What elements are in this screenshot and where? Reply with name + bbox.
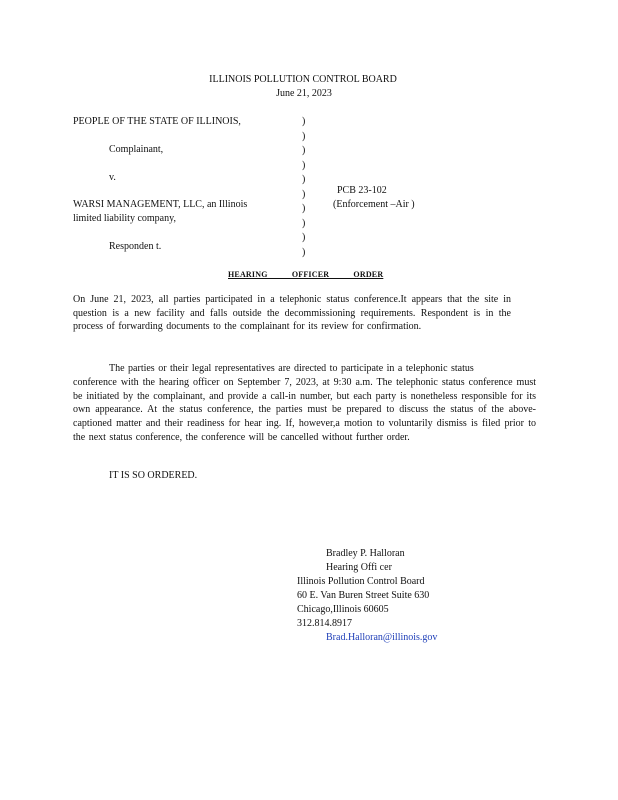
paren: ) (302, 203, 306, 214)
case-type: (Enforcement –Air ) (333, 199, 415, 210)
signer-phone: 312.814.8917 (297, 618, 352, 629)
plaintiff-name: PEOPLE OF THE STATE OF ILLINOIS, (73, 116, 241, 127)
paren: ) (302, 116, 306, 127)
paren: ) (302, 130, 306, 142)
order-title: HEARING OFFICER ORDER (228, 270, 384, 279)
signer-organization: Illinois Pollution Control Board (297, 576, 425, 587)
paragraph-status-conference: On June 21, 2023, all parties participated in a telephonic status conference.It appears that the site in question is a new facility and falls outside the decommissioning requirements. Respondent is in the process of forwarding documents to the complainant for its review for confirmation. (73, 294, 511, 333)
respondent-description: limited liability company, (73, 213, 176, 224)
caption-parentheses (302, 115, 305, 260)
order-date: June 21, 2023 (276, 88, 332, 99)
respondent-name: WARSI MANAGEMENT, LLC, an Illinois (73, 199, 248, 210)
paren: ) (302, 145, 306, 156)
signer-city: Chicago,Illinois 60605 (297, 604, 389, 615)
paren: ) (302, 217, 306, 229)
board-name: ILLINOIS POLLUTION CONTROL BOARD (209, 74, 397, 85)
complainant-label: Complainant, (109, 144, 164, 155)
signer-title: Hearing Offi cer (326, 562, 392, 573)
paragraph-directive: conference with the hearing officer on September 7, 2023, at 9:30 a.m. The telephonic status conference must be initiated by the complainant, and provide a call-in number, but each party is nonetheless responsible for its own appearance. At the status conference, the parties must be prepared to discuss the status of the above- captioned matter and their readiness for hear ing. If, however,a motion to voluntarily dismiss is filed prior to the next status conference, the conference will be cancelled without further order. (73, 377, 536, 443)
versus-label: v. (109, 172, 116, 183)
paren: ) (302, 174, 306, 185)
case-number: PCB 23-102 (337, 185, 387, 196)
closing-ordered: IT IS SO ORDERED. (109, 470, 198, 481)
paren: ) (302, 232, 306, 243)
paragraph-directive-first-line: The parties or their legal representatives are directed to participate in a telephonic status (109, 363, 474, 374)
signer-name: Bradley P. Halloran (326, 548, 405, 559)
signer-address: 60 E. Van Buren Street Suite 630 (297, 590, 430, 601)
signer-email-link[interactable]: Brad.Halloran@illinois.gov (326, 632, 438, 643)
paren: ) (302, 246, 306, 258)
paren: ) (302, 188, 306, 200)
respondent-label: Responden t. (109, 241, 162, 252)
paren: ) (302, 159, 306, 171)
